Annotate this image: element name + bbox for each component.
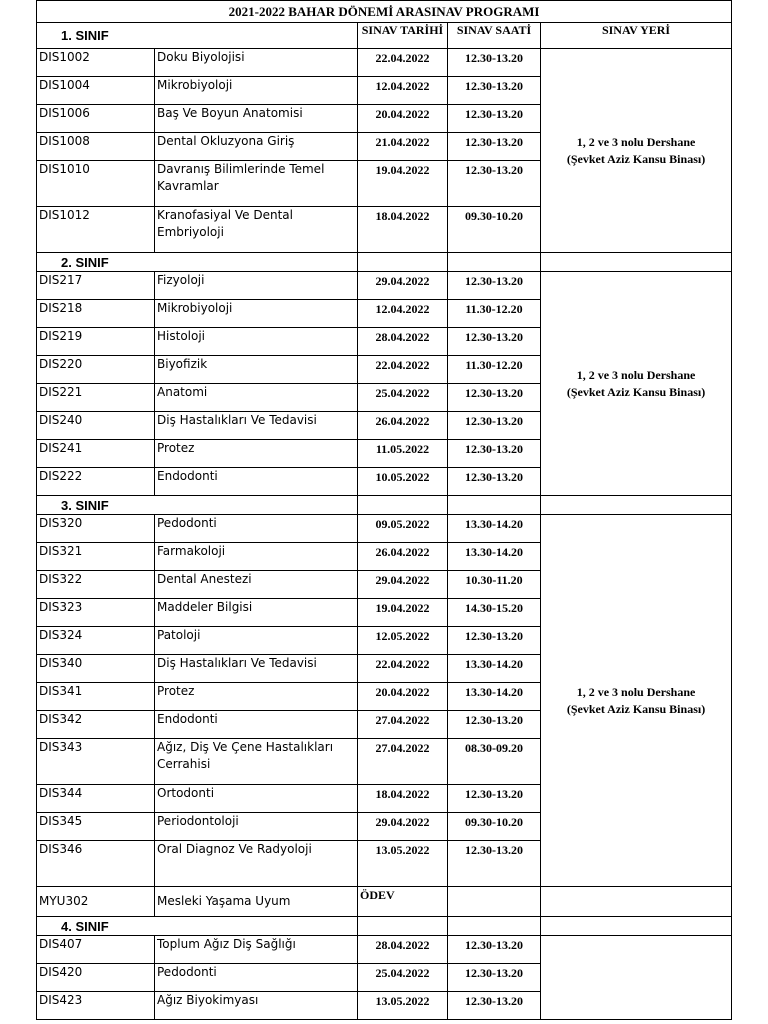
- exam-time: 12.30-13.20: [448, 161, 541, 207]
- course-name: Toplum Ağız Diş Sağlığı: [155, 936, 358, 964]
- exam-date: 29.04.2022: [358, 571, 448, 599]
- exam-date: 28.04.2022: [358, 328, 448, 356]
- course-name: Davranış Bilimlerinde Temel Kavramlar: [155, 161, 358, 207]
- exam-time: 09.30-10.20: [448, 207, 541, 253]
- exam-date: 25.04.2022: [358, 384, 448, 412]
- exam-time: 12.30-13.20: [448, 841, 541, 887]
- exam-time: [448, 887, 541, 917]
- course-name: Endodonti: [155, 711, 358, 739]
- course-code: DIS222: [37, 468, 155, 496]
- exam-date: 27.04.2022: [358, 711, 448, 739]
- course-code: DIS221: [37, 384, 155, 412]
- course-name: Dental Okluzyona Giriş: [155, 133, 358, 161]
- exam-place-line: 1, 2 ve 3 nolu Dershane: [576, 134, 696, 149]
- exam-place-line: (Şevket Aziz Kansu Binası): [566, 701, 706, 716]
- course-name: Periodontoloji: [155, 813, 358, 841]
- section-time-empty: [448, 917, 541, 936]
- exam-time: 12.30-13.20: [448, 440, 541, 468]
- exam-date: 20.04.2022: [358, 683, 448, 711]
- exam-place-line: (Şevket Aziz Kansu Binası): [566, 384, 706, 399]
- course-code: DIS346: [37, 841, 155, 887]
- section-header-row: [37, 253, 732, 272]
- course-name: Kranofasiyal Ve Dental Embriyoloji: [155, 207, 358, 253]
- exam-place: [541, 936, 732, 1020]
- exam-time: 14.30-15.20: [448, 599, 541, 627]
- course-code: DIS240: [37, 412, 155, 440]
- header-date: SINAV TARİHİ: [358, 23, 448, 49]
- exam-date: 22.04.2022: [358, 49, 448, 77]
- exam-date: 27.04.2022: [358, 739, 448, 785]
- header-time: SINAV SAATİ: [448, 23, 541, 49]
- section-label: 4. SINIF: [37, 917, 358, 936]
- exam-time: 09.30-10.20: [448, 813, 541, 841]
- exam-date: 12.04.2022: [358, 77, 448, 105]
- course-code: DIS341: [37, 683, 155, 711]
- section-date-empty: [358, 496, 448, 515]
- exam-time: 12.30-13.20: [448, 77, 541, 105]
- exam-time: 12.30-13.20: [448, 412, 541, 440]
- course-code: DIS1002: [37, 49, 155, 77]
- exam-place: [541, 515, 732, 887]
- table-row: [37, 272, 732, 300]
- course-name: Pedodonti: [155, 515, 358, 543]
- header-place: SINAV YERİ: [541, 23, 732, 49]
- exam-date: 20.04.2022: [358, 105, 448, 133]
- course-code: DIS1008: [37, 133, 155, 161]
- exam-time: 13.30-14.20: [448, 543, 541, 571]
- exam-time: 11.30-12.20: [448, 356, 541, 384]
- exam-place: [541, 49, 732, 253]
- exam-date: 13.05.2022: [358, 992, 448, 1020]
- exam-schedule-table: [36, 0, 732, 1020]
- course-code: DIS423: [37, 992, 155, 1020]
- course-code: DIS1010: [37, 161, 155, 207]
- course-name: Baş Ve Boyun Anatomisi: [155, 105, 358, 133]
- course-name: Ağız, Diş Ve Çene Hastalıkları Cerrahisi: [155, 739, 358, 785]
- exam-date: 26.04.2022: [358, 412, 448, 440]
- course-code: DIS324: [37, 627, 155, 655]
- course-name: Protez: [155, 683, 358, 711]
- exam-time: 13.30-14.20: [448, 683, 541, 711]
- course-code: DIS220: [37, 356, 155, 384]
- exam-time: 13.30-14.20: [448, 655, 541, 683]
- exam-time: 12.30-13.20: [448, 964, 541, 992]
- exam-date: 26.04.2022: [358, 543, 448, 571]
- exam-place-line: (Şevket Aziz Kansu Binası): [566, 151, 706, 166]
- course-code: DIS420: [37, 964, 155, 992]
- exam-time: 12.30-13.20: [448, 468, 541, 496]
- table-row: [37, 887, 732, 917]
- course-name: Ortodonti: [155, 785, 358, 813]
- section-label: 2. SINIF: [37, 253, 358, 272]
- section-header-row: [37, 917, 732, 936]
- course-code: DIS407: [37, 936, 155, 964]
- course-name: Mikrobiyoloji: [155, 77, 358, 105]
- course-code: DIS320: [37, 515, 155, 543]
- section-label: 1. SINIF: [37, 23, 358, 49]
- exam-time: 12.30-13.20: [448, 992, 541, 1020]
- exam-date: 11.05.2022: [358, 440, 448, 468]
- exam-time: 12.30-13.20: [448, 272, 541, 300]
- course-name: Anatomi: [155, 384, 358, 412]
- section-date-empty: [358, 253, 448, 272]
- exam-date: 28.04.2022: [358, 936, 448, 964]
- exam-date: 25.04.2022: [358, 964, 448, 992]
- course-code: DIS342: [37, 711, 155, 739]
- exam-date: 13.05.2022: [358, 841, 448, 887]
- course-code: DIS1012: [37, 207, 155, 253]
- exam-date: 22.04.2022: [358, 655, 448, 683]
- course-code: DIS1004: [37, 77, 155, 105]
- exam-time: 10.30-11.20: [448, 571, 541, 599]
- section-time-empty: [448, 253, 541, 272]
- exam-time: 12.30-13.20: [448, 936, 541, 964]
- exam-place-line: 1, 2 ve 3 nolu Dershane: [576, 367, 696, 382]
- table-row: [37, 515, 732, 543]
- course-name: Dental Anestezi: [155, 571, 358, 599]
- course-code: DIS323: [37, 599, 155, 627]
- exam-time: 12.30-13.20: [448, 711, 541, 739]
- course-code: DIS345: [37, 813, 155, 841]
- exam-date: 19.04.2022: [358, 161, 448, 207]
- course-name: Oral Diagnoz Ve Radyoloji: [155, 841, 358, 887]
- course-code: DIS343: [37, 739, 155, 785]
- exam-place: [541, 887, 732, 917]
- section-header-row: [37, 496, 732, 515]
- title-row: [37, 1, 732, 23]
- course-name: Maddeler Bilgisi: [155, 599, 358, 627]
- table-row: [37, 49, 732, 77]
- course-name: Doku Biyolojisi: [155, 49, 358, 77]
- exam-date: 29.04.2022: [358, 272, 448, 300]
- course-code: DIS344: [37, 785, 155, 813]
- exam-date: 21.04.2022: [358, 133, 448, 161]
- course-name: Farmakoloji: [155, 543, 358, 571]
- course-name: Biyofizik: [155, 356, 358, 384]
- course-name: Endodonti: [155, 468, 358, 496]
- course-name: Diş Hastalıkları Ve Tedavisi: [155, 655, 358, 683]
- exam-place: [541, 272, 732, 496]
- exam-place-line: 1, 2 ve 3 nolu Dershane: [576, 684, 696, 699]
- section-place-empty: [541, 917, 732, 936]
- exam-time: 12.30-13.20: [448, 785, 541, 813]
- exam-time: 12.30-13.20: [448, 49, 541, 77]
- course-name: Patoloji: [155, 627, 358, 655]
- exam-time: 08.30-09.20: [448, 739, 541, 785]
- exam-date: 29.04.2022: [358, 813, 448, 841]
- page-title: 2021-2022 BAHAR DÖNEMİ ARASINAV PROGRAMI: [37, 1, 732, 23]
- course-code: MYU302: [37, 887, 155, 917]
- exam-time: 12.30-13.20: [448, 133, 541, 161]
- course-name: Histoloji: [155, 328, 358, 356]
- table-row: [37, 936, 732, 964]
- course-name: Mikrobiyoloji: [155, 300, 358, 328]
- course-code: DIS217: [37, 272, 155, 300]
- course-name: Diş Hastalıkları Ve Tedavisi: [155, 412, 358, 440]
- exam-date: 19.04.2022: [358, 599, 448, 627]
- course-name: Protez: [155, 440, 358, 468]
- exam-time: 12.30-13.20: [448, 105, 541, 133]
- course-code: DIS218: [37, 300, 155, 328]
- course-code: DIS322: [37, 571, 155, 599]
- section-place-empty: [541, 253, 732, 272]
- exam-time: 13.30-14.20: [448, 515, 541, 543]
- course-name: Ağız Biyokimyası: [155, 992, 358, 1020]
- course-name: Pedodonti: [155, 964, 358, 992]
- exam-date: 18.04.2022: [358, 207, 448, 253]
- exam-date: 22.04.2022: [358, 356, 448, 384]
- section-date-empty: [358, 917, 448, 936]
- section-place-empty: [541, 496, 732, 515]
- exam-date: ÖDEV: [358, 887, 448, 917]
- course-code: DIS340: [37, 655, 155, 683]
- exam-time: 12.30-13.20: [448, 328, 541, 356]
- course-code: DIS1006: [37, 105, 155, 133]
- exam-time: 11.30-12.20: [448, 300, 541, 328]
- section-header-row: [37, 23, 732, 49]
- exam-time: 12.30-13.20: [448, 384, 541, 412]
- exam-date: 09.05.2022: [358, 515, 448, 543]
- section-label: 3. SINIF: [37, 496, 358, 515]
- exam-time: 12.30-13.20: [448, 627, 541, 655]
- exam-date: 12.05.2022: [358, 627, 448, 655]
- exam-date: 12.04.2022: [358, 300, 448, 328]
- exam-date: 18.04.2022: [358, 785, 448, 813]
- section-time-empty: [448, 496, 541, 515]
- course-code: DIS321: [37, 543, 155, 571]
- course-code: DIS219: [37, 328, 155, 356]
- exam-date: 10.05.2022: [358, 468, 448, 496]
- course-code: DIS241: [37, 440, 155, 468]
- course-name: Fizyoloji: [155, 272, 358, 300]
- course-name: Mesleki Yaşama Uyum: [155, 887, 358, 917]
